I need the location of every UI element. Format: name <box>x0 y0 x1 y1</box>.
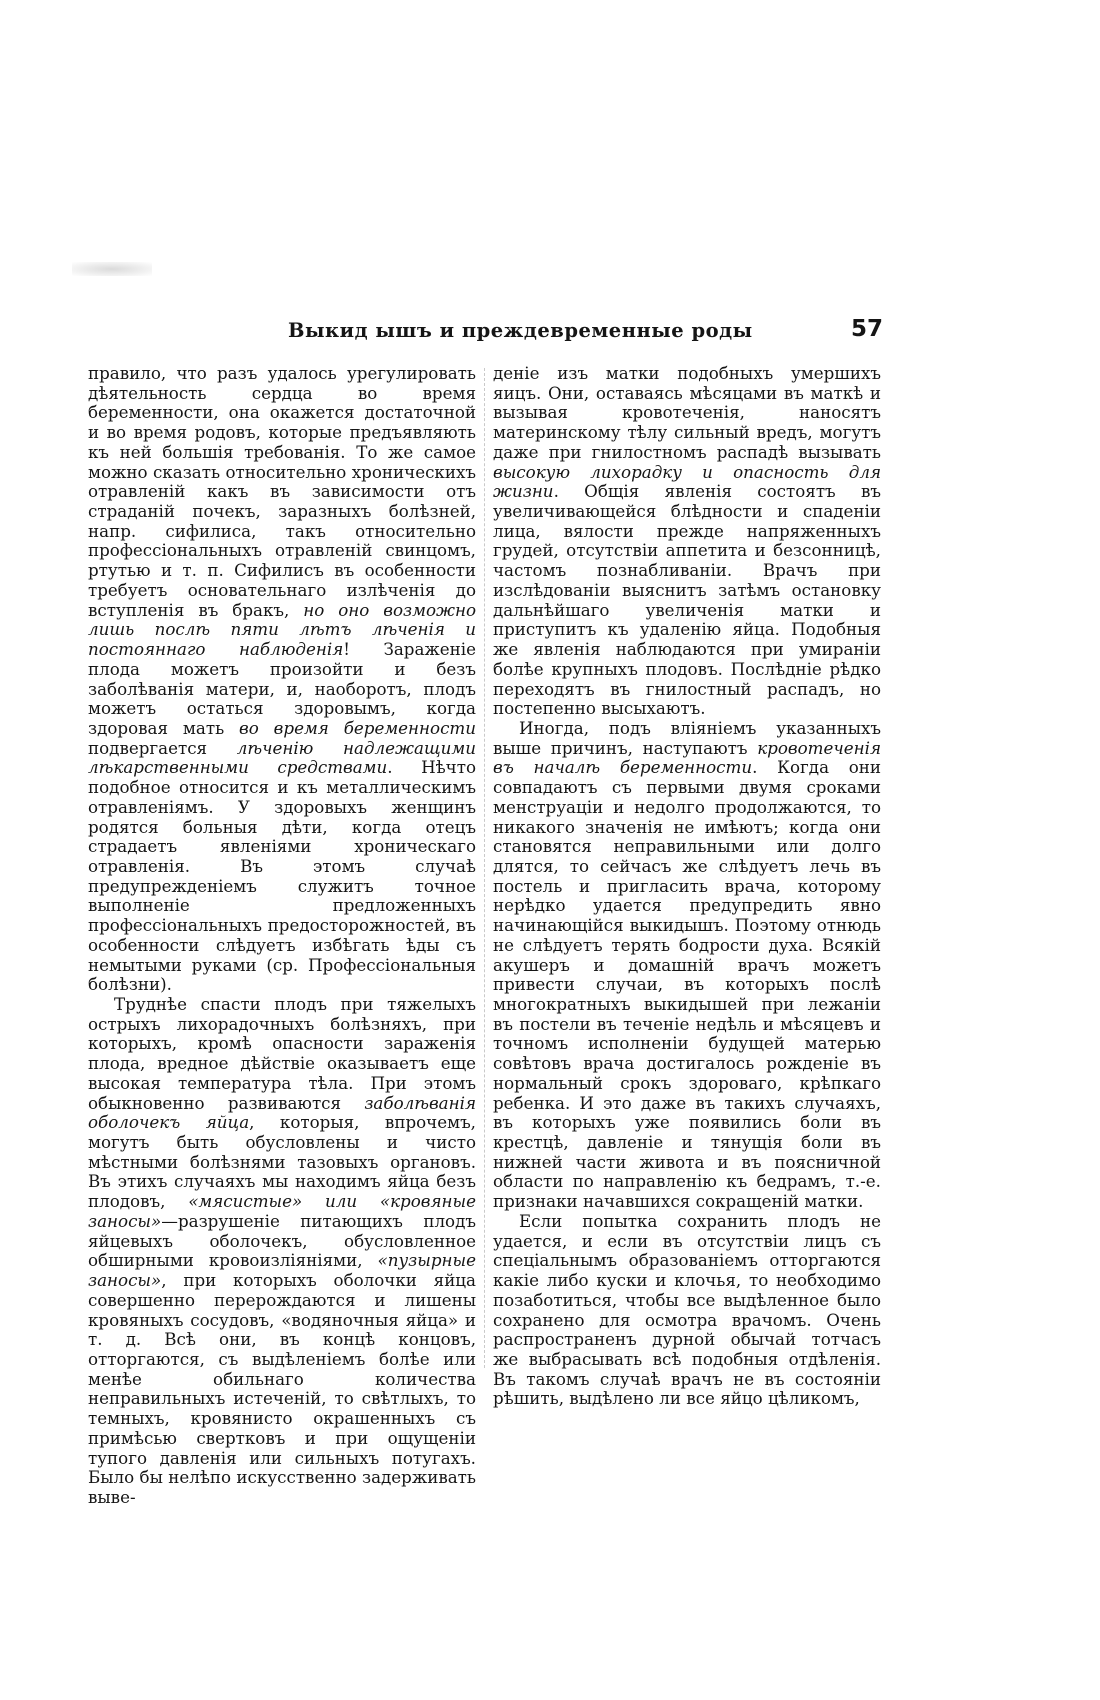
text-run: подвергается <box>88 737 237 758</box>
text-run: правило, что разъ удалось урегулировать дѣятельность сердца во время беременности, она окажется достаточной и во время родовъ, которые предъявляють къ ней большія требованія. То же самое можно сказать относительно хроническихъ отравленій какъ въ зависимости отъ страданій почекъ, заразныхъ болѣзней, напр. сифилиса, такъ относительно профессіональныхъ отравленій свинцомъ, ртутью и т. п. Сифилисъ въ особенности требуетъ основательнаго излѣченія до вступленія въ бракъ, <box>88 363 476 620</box>
paragraph <box>88 364 476 995</box>
italic-run: но оно возможно лишь послѣ пяти лѣтъ лѣченія и постояннаго наблюденія <box>88 599 477 660</box>
text-run: . Когда они совпадаютъ съ первыми двумя сроками менструаціи и недолго продолжаются, то никакого значенія не имѣютъ; когда они становятся неправильными или долго длятся, то сейчасъ же слѣдуетъ лечь въ постель и пригласить врача, которому нерѣдко удается предупредить явно начинающійся выкидышъ. Поэтому отнюдь не слѣдуетъ терять бодрости духа. Всякій акушеръ и домашній врачъ можетъ привести случаи, въ которыхъ послѣ многократныхъ выкидышей при лежаніи въ постели въ теченіе недѣль и мѣсяцевъ и точномъ исполненіи будущей матерью совѣтовъ врача достигалось рожденіе въ нормальный срокъ здороваго, крѣпкаго ребенка. И это даже въ такихъ случаяхъ, въ которыхъ уже появились боли въ крестцѣ, давленіе и тянущія боли въ нижней части живота и въ поясничной области по направленію къ бедрамъ, т.-е. признаки начавшихся сокращеній матки. <box>493 757 882 1212</box>
text-run: Если попытка сохранить плодъ не удается, и если въ отсутствіи лицъ съ спеціальнымъ образованіемъ отторгаются какіе либо куски и клочья, то необходимо позаботиться, чтобы все выдѣленное было сохранено для осмотра врачомъ. Очень распространенъ дурной обычай тотчасъ же выбрасывать всѣ подобныя отдѣленія. Въ такомъ случаѣ врачъ не въ состояніи рѣшить, выдѣлено ли все яйцо цѣликомъ, <box>493 1210 881 1409</box>
paragraph <box>493 1212 881 1409</box>
text-run: деніе изъ матки подобныхъ умершихъ яицъ. Они, оставаясь мѣсяцами въ маткѣ и вызывая кровотеченія, наносятъ материнскому тѣлу сильный вредъ, могутъ даже при гнилостномъ распадѣ вызывать <box>493 363 881 462</box>
italic-run: высокую лихорадку и опасность для жизни <box>493 461 881 502</box>
left-column <box>88 363 477 1507</box>
running-title: Выкид ышъ и преждевременные роды <box>288 319 753 342</box>
italic-run: «пузырные заносы» <box>88 1250 476 1291</box>
text-run: . Нѣчто подобное относится и къ металлическимъ отравленіямъ. У здоровыхъ женщинъ родятся больныя дѣти, когда отецъ страдаетъ явленіями хроническаго отравленія. Въ этомъ случаѣ предупрежденіемъ служитъ точное выполненіе предложенныхъ профессіональныхъ предосторожностей, въ особенности слѣдуетъ избѣгать ѣды съ немытыми руками (ср. Профессіональныя болѣзни). <box>88 757 476 995</box>
italic-run: лѣченію надлежащими лѣкарственными средствами <box>88 737 476 778</box>
italic-run: «мясистые» или «кровяные заносы» <box>88 1191 477 1231</box>
text-run: Иногда, подъ вліяніемъ указанныхъ выше причинъ, наступаютъ <box>493 717 881 758</box>
right-column <box>493 363 882 1409</box>
column-divider <box>484 368 485 1368</box>
text-run: ! Зараженіе плода можетъ произойти и безъ заболѣванія матери, и, наоборотъ, плодъ можетъ остаться здоровымъ, когда здоровая мать <box>88 639 476 738</box>
text-run: Труднѣе спасти плодъ при тяжелыхъ острыхъ лихорадочныхъ болѣзняхъ, при которыхъ, кромѣ опасности зараженія плода, вредное дѣйствіе оказываетъ еще высокая температура тѣла. При этомъ обыкновенно развиваются <box>88 994 476 1113</box>
text-run: , которыя, впрочемъ, могутъ быть обусловлены и чисто мѣстными болѣзнями тазовыхъ органовъ. Въ этихъ случаяхъ мы находимъ яйца безъ плодовъ, <box>88 1112 476 1212</box>
italic-run: заболѣванія оболочекъ яйца <box>88 1092 476 1133</box>
page-number: 57 <box>850 316 883 342</box>
page-header <box>88 316 883 349</box>
paragraph <box>493 364 881 719</box>
italic-run: во время беременности <box>239 717 476 738</box>
paragraph <box>493 719 881 1212</box>
text-run: , при которыхъ оболочки яйца совершенно перерождаются и лишены кровяныхъ сосудовъ, «водяночныя яйца» и т. д. Всѣ они, въ концѣ концовъ, отторгаются, съ выдѣленіемъ болѣе или менѣе обильнаго количества неправильныхъ истеченій, то свѣтлыхъ, то темныхъ, кровянисто окрашенныхъ съ примѣсью свертковъ и при ощущеніи тупого давленія или сильныхъ потугахъ. Было бы нелѣпо искусственно задерживать выве- <box>88 1270 476 1507</box>
scan-smudge <box>72 262 152 276</box>
text-run: —разрушеніе питающихъ плодъ яйцевыхъ оболочекъ, обусловленное обширными кровоизліяніями, <box>88 1210 476 1271</box>
paragraph <box>88 995 476 1508</box>
italic-run: кровотеченія въ началѣ беременности <box>493 737 881 778</box>
text-run: . Общія явленія состоятъ въ увеличивающейся блѣдности и спаденіи лица, вялости прежде напряженныхъ грудей, отсутствіи аппетита и безсонницѣ, частомъ познабливаніи. Врачъ при изслѣдованіи выяснитъ затѣмъ остановку дальнѣйшаго увеличенія матки и приступитъ къ удаленію яйца. Подобныя же явленія наблюдаются при умираніи болѣе крупныхъ плодовъ. Послѣдніе рѣдко переходятъ въ гнилостный распадъ, но постепенно высыхаютъ. <box>493 481 881 719</box>
